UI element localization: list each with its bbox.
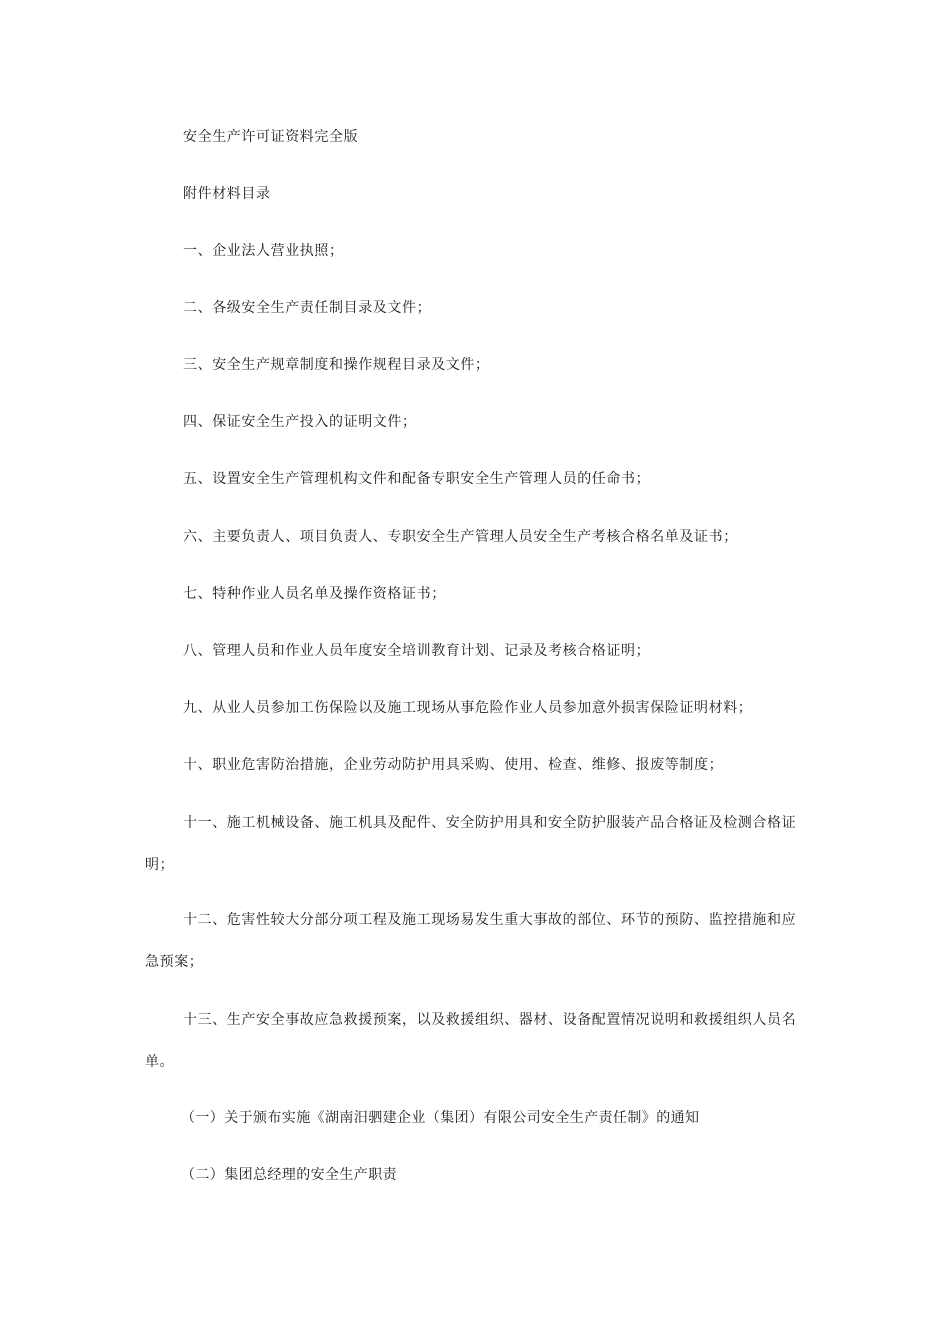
- list-item: 五、设置安全生产管理机构文件和配备专职安全生产管理人员的任命书；: [183, 471, 651, 487]
- list-item: 二、各级安全生产责任制目录及文件；: [183, 300, 432, 316]
- list-item: 十三、生产安全事故应急救援预案，以及救援组织、器材、设备配置情况说明和救援组织人员名单。: [145, 1012, 797, 1070]
- list-item: 四、保证安全生产投入的证明文件；: [183, 414, 417, 430]
- document-title: 安全生产许可证资料完全版: [183, 129, 359, 145]
- list-item: 八、管理人员和作业人员年度安全培训教育计划、记录及考核合格证明；: [183, 643, 651, 659]
- attachment-list-heading: 附件材料目录: [183, 186, 271, 202]
- list-item: 十、职业危害防治措施，企业劳动防护用具采购、使用、检查、维修、报废等制度；: [183, 757, 724, 773]
- list-item: 六、主要负责人、项目负责人、专职安全生产管理人员安全生产考核合格名单及证书；: [183, 529, 738, 545]
- list-item: 七、特种作业人员名单及操作资格证书；: [183, 586, 446, 602]
- list-item: 一、企业法人营业执照；: [183, 243, 344, 259]
- list-item: 九、从业人员参加工伤保险以及施工现场从事危险作业人员参加意外损害保险证明材料；: [183, 700, 753, 716]
- list-item: 十二、危害性较大分部分项工程及施工现场易发生重大事故的部位、环节的预防、监控措施和应急预案；: [145, 912, 797, 970]
- list-item: 三、安全生产规章制度和操作规程目录及文件；: [183, 357, 490, 373]
- sub-item: （二）集团总经理的安全生产职责: [181, 1167, 397, 1183]
- sub-item: （一）关于颁布实施《湖南汨驷建企业（集团）有限公司安全生产责任制》的通知: [181, 1110, 700, 1126]
- list-item: 十一、施工机械设备、施工机具及配件、安全防护用具和安全防护服装产品合格证及检测合格证明；: [145, 815, 797, 873]
